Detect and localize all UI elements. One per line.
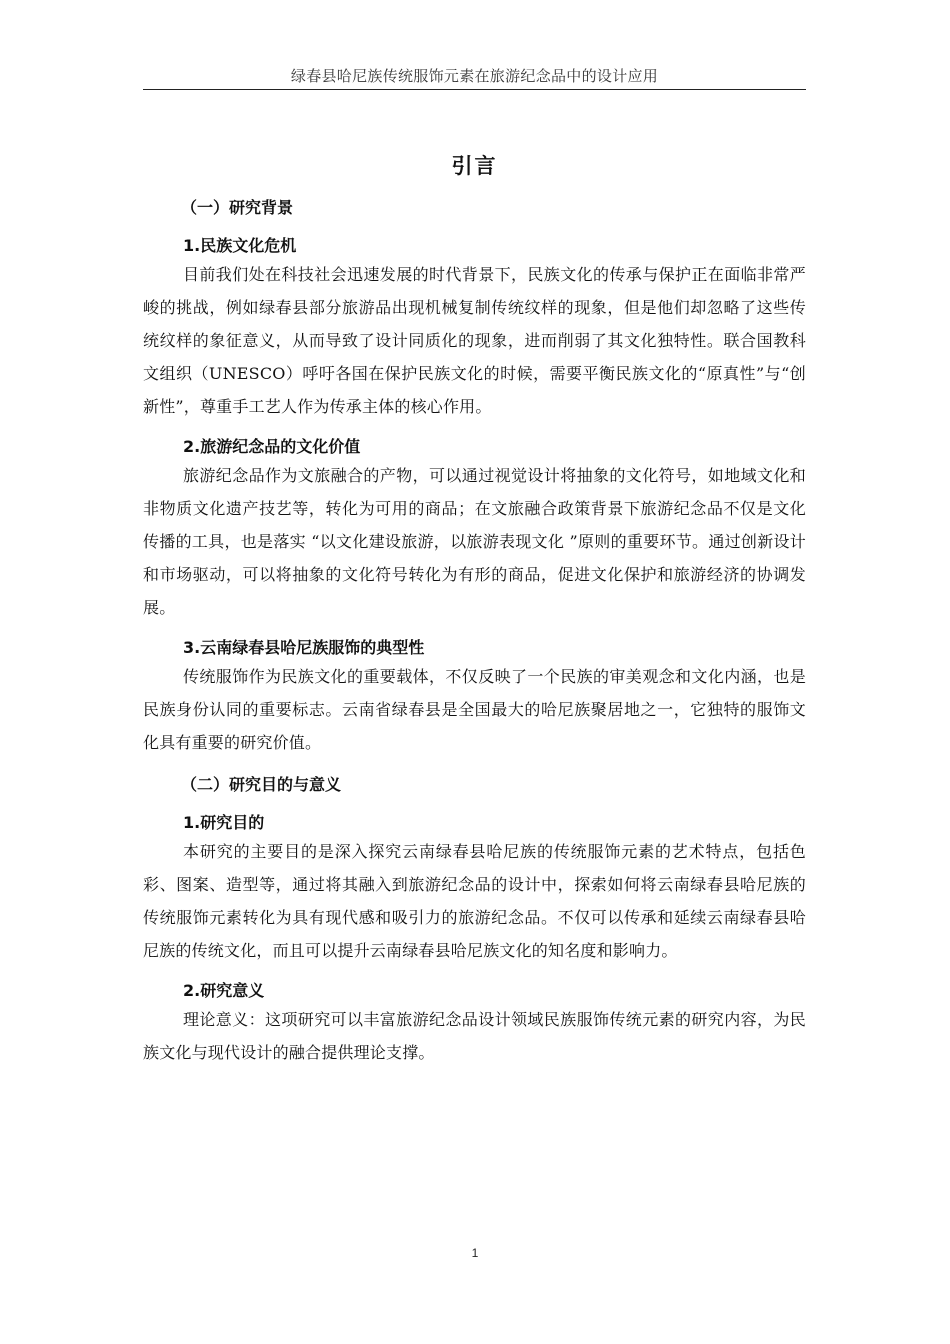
subsection xyxy=(143,979,806,1069)
section-heading: （一）研究背景 xyxy=(181,198,294,217)
subsection xyxy=(143,811,806,967)
subsection-heading: 2.旅游纪念品的文化价值 xyxy=(183,437,361,456)
running-header: 绿春县哈尼族传统服饰元素在旅游纪念品中的设计应用 xyxy=(290,67,659,85)
page-body xyxy=(143,142,806,1081)
subsection-heading: 1.研究目的 xyxy=(183,813,265,832)
subsection-heading: 2.研究意义 xyxy=(183,981,265,1000)
page-number: 1 xyxy=(471,1246,479,1260)
body-paragraph: 传统服饰作为民族文化的重要载体，不仅反映了一个民族的审美观念和文化内涵，也是民族身份认同的重要标志。云南省绿春县是全国最大的哈尼族聚居地之一，它独特的服饰文化具有重要的研究价值。 xyxy=(143,667,806,752)
section-heading: （二）研究目的与意义 xyxy=(181,775,342,794)
body-paragraph: 目前我们处在科技社会迅速发展的时代背景下，民族文化的传承与保护正在面临非常严峻的挑战，例如绿春县部分旅游品出现机械复制传统纹样的现象，但是他们却忽略了这些传统纹样的象征意义，从而导致了设计同质化的现象，进而削弱了其文化独特性。联合国教科文组织（UNESCO）呼吁各国在保护民族文化的时候，需要平衡民族文化的“原真性”与“创新性”，尊重手工艺人作为传承主体的核心作用。 xyxy=(143,265,806,416)
body-paragraph: 理论意义：这项研究可以丰富旅游纪念品设计领域民族服饰传统元素的研究内容，为民族文化与现代设计的融合提供理论支撑。 xyxy=(143,1010,806,1062)
body-paragraph: 本研究的主要目的是深入探究云南绿春县哈尼族的传统服饰元素的艺术特点，包括色彩、图案、造型等，通过将其融入到旅游纪念品的设计中，探索如何将云南绿春县哈尼族的传统服饰元素转化为具有现代感和吸引力的旅游纪念品。不仅可以传承和延续云南绿春县哈尼族的传统文化，而且可以提升云南绿春县哈尼族文化的知名度和影响力。 xyxy=(143,842,806,960)
subsection xyxy=(143,435,806,624)
page-title: 引言 xyxy=(451,154,498,178)
subsection xyxy=(143,234,806,423)
subsection xyxy=(143,636,806,759)
subsection-heading: 3.云南绿春县哈尼族服饰的典型性 xyxy=(183,638,425,657)
header-divider xyxy=(143,89,806,90)
subsection-heading: 1.民族文化危机 xyxy=(183,236,297,255)
section-research-background xyxy=(143,194,806,759)
section-research-purpose xyxy=(143,771,806,1069)
body-paragraph: 旅游纪念品作为文旅融合的产物，可以通过视觉设计将抽象的文化符号，如地域文化和非物质文化遗产技艺等，转化为可用的商品；在文旅融合政策背景下旅游纪念品不仅是文化传播的工具，也是落实 “以文化建设旅游，以旅游表现文化 ”原则的重要环节。通过创新设计和市场驱动，可以将抽象的文化符号转化为有形的商品，促进文化保护和旅游经济的协调发展。 xyxy=(143,466,806,617)
